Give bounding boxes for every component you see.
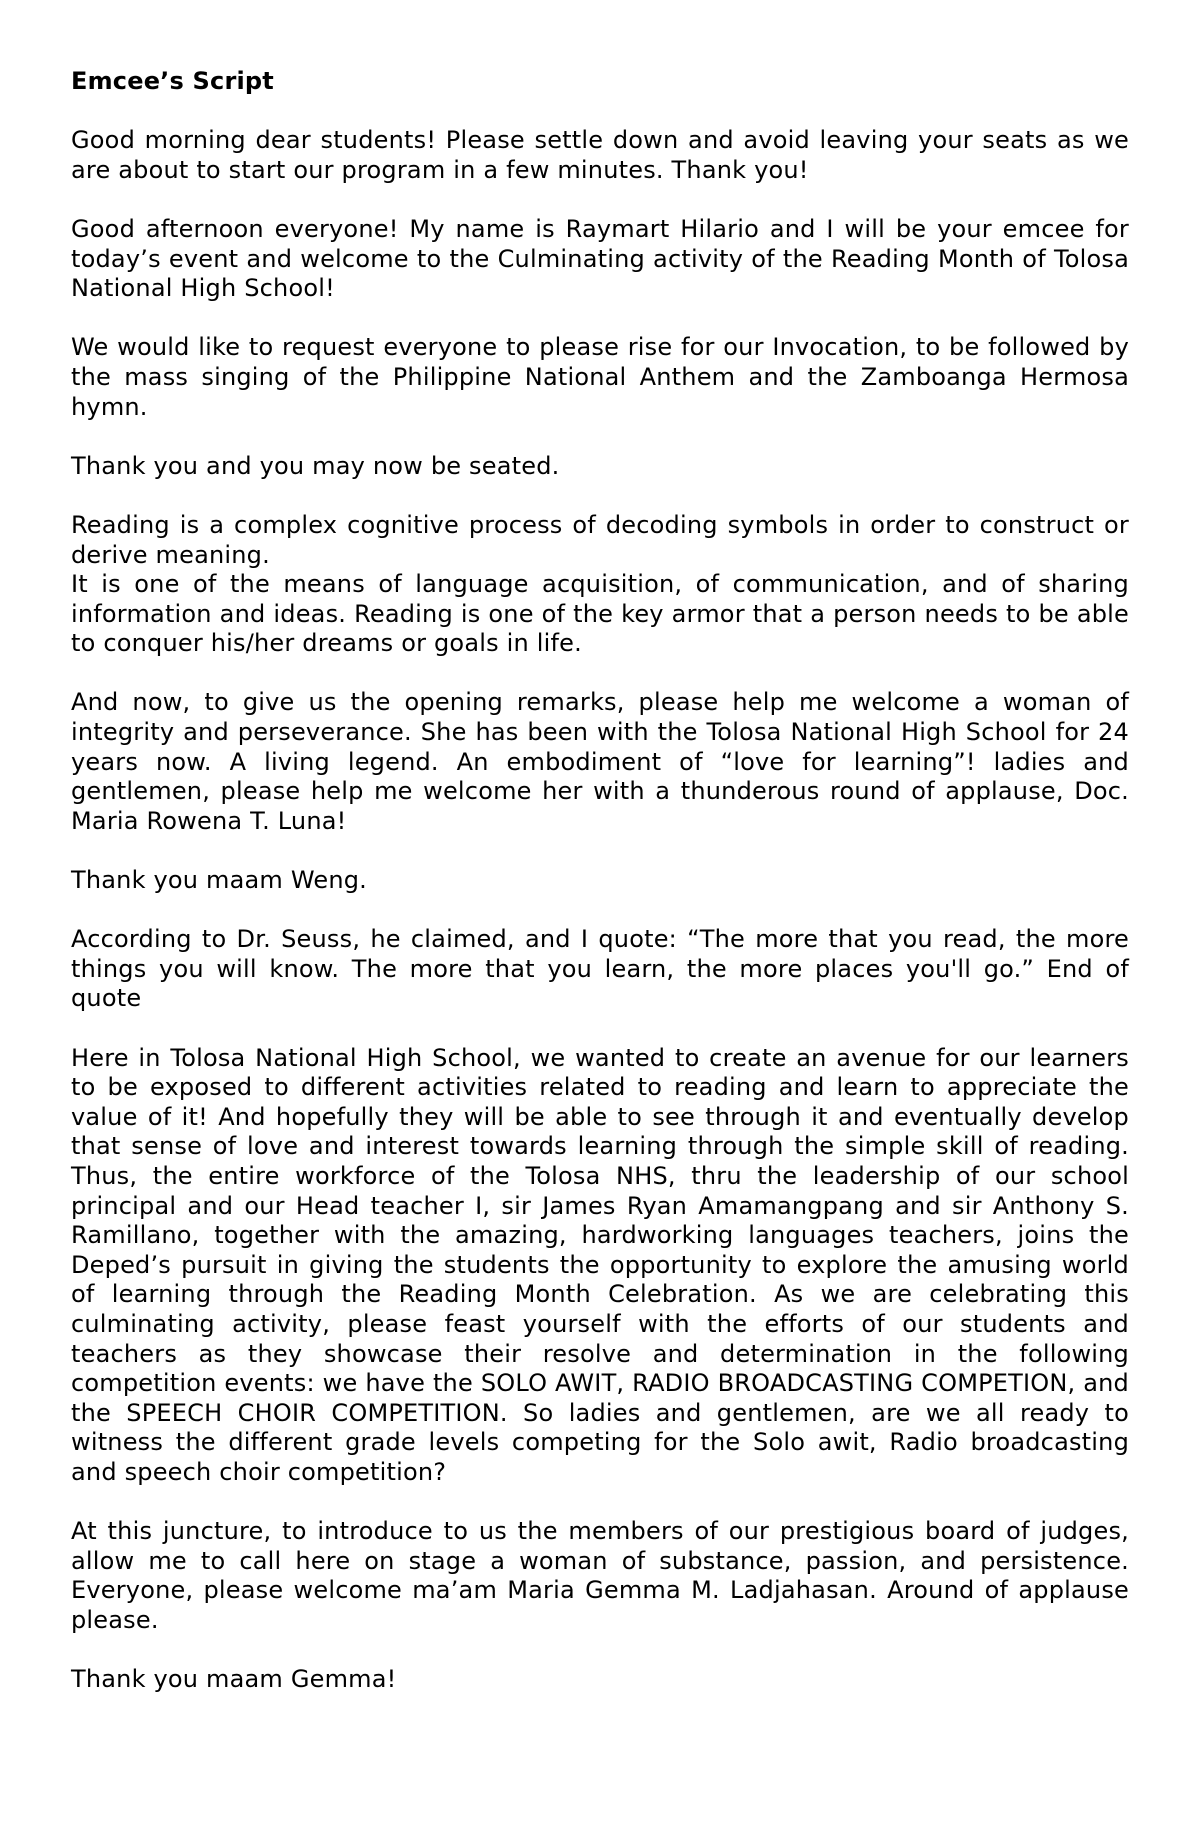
paragraph-reading-definition: Reading is a complex cognitive process of decoding symbols in order to construct or derive meaning. xyxy=(71,510,1129,569)
paragraph-thank-weng: Thank you maam Weng. xyxy=(71,866,368,895)
paragraph-be-seated: Thank you and you may now be seated. xyxy=(71,451,560,480)
paragraph-seuss-quote: According to Dr. Seuss, he claimed, and I quote: “The more that you read, the more things you will know. The more that you learn, the more places you'll go.” End of quote xyxy=(71,925,1129,1013)
paragraph-settle-down: Good morning dear students! Please settle down and avoid leaving your seats as we are about to start our program in a few minutes. Thank you! xyxy=(71,126,1129,184)
document-title: Emcee’s Script xyxy=(71,67,274,95)
document-body xyxy=(71,67,1129,1695)
paragraph-reading-month: Here in Tolosa National High School, we wanted to create an avenue for our learners to be exposed to different activities related to reading and learn to appreciate the value of it! And hopefully they will be able to see through it and eventually develop that sense of love and interest towards learning through the simple skill of reading. Thus, the entire workforce of the Tolosa NHS, thru the leadership of our school principal and our Head teacher I, sir James Ryan Amamangpang and sir Anthony S. Ramillano, together with the amazing, hardworking languages teachers, joins the Deped’s pursuit in giving the students the opportunity to explore the amusing world of learning through the Reading Month Celebration. As we are celebrating this culminating activity, please feast yourself with the efforts of our students and teachers as they showcase their resolve and determination in the following competition events: we have the SOLO AWIT, RADIO BROADCASTING COMPETION, and the SPEECH CHOIR COMPETITION. So ladies and gentlemen, are we all ready to witness the different grade levels competing for the Solo awit, Radio broadcasting and speech choir competition? xyxy=(71,1043,1129,1486)
paragraph-reading-importance: It is one of the means of language acquisition, of communication, and of sharing information and ideas. Reading is one of the key armor that a person needs to be able to conquer his/her dreams or goals in life. xyxy=(71,570,1129,658)
paragraph-opening-remarks: And now, to give us the opening remarks, please help me welcome a woman of integrity and perseverance. She has been with the Tolosa National High School for 24 years now. A living legend. An embodiment of “love for learning”! ladies and gentlemen, please help me welcome her with a thunderous round of applause, Doc. Maria Rowena T. Luna! xyxy=(71,688,1129,835)
paragraph-greeting: Good afternoon everyone! My name is Raymart Hilario and I will be your emcee for today’s event and welcome to the Culminating activity of the Reading Month of Tolosa National High School! xyxy=(71,214,1129,303)
paragraph-board-of-judges: At this juncture, to introduce to us the members of our prestigious board of judges, allow me to call here on stage a woman of substance, passion, and persistence. Everyone, please welcome ma’am Maria Gemma M. Ladjahasan. Around of applause please. xyxy=(71,1517,1129,1634)
paragraph-invocation: We would like to request everyone to please rise for our Invocation, to be followed by the mass singing of the Philippine National Anthem and the Zamboanga Hermosa hymn. xyxy=(71,333,1129,421)
paragraph-thank-gemma: Thank you maam Gemma! xyxy=(71,1665,397,1694)
